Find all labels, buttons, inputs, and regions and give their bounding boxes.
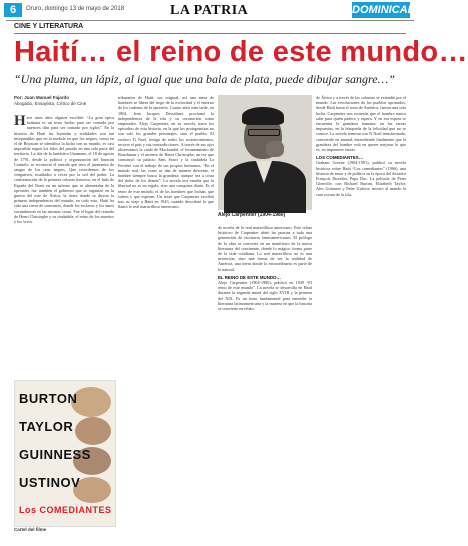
page-number: 6 [4,3,22,17]
poster-name-2: TAYLOR [19,419,74,434]
article-column-3b-text: Alejo Carpentier (1904-1980), publicó en 1949 “El reino de este mundo”. La novela se desarrolla en Haití durante la segunda mitad del siglo XVIII y la primera del XIX. Es un texto fundamental para entender la literatura latinoamericana y la manera en que la historia se convierte en relato. [218,280,312,312]
author-photo [218,95,312,210]
poster-name-4: USTINOV [19,475,81,490]
section-label: CINE Y LITERATURA [14,23,84,30]
article-column-1 [14,115,114,375]
article-column-3-text: de novela de lo real maravilloso americano. Este relato histórico de Carpentier abrió las puertas a toda una generación de escritores latinoamericanos. El prólogo de la obra se convirtió en un manifiesto de la nueva literatura del continente, donde lo mágico forma parte de la vida cotidiana. Lo real maravilloso no es una invención, sino una forma de ver la realidad de América, una tierra donde lo extraordinario es parte de lo natural. [218,225,312,272]
film-poster [14,380,116,527]
photo-hair [242,107,284,125]
subheading-reino: EL REINO DE ESTE MUNDO… [218,274,281,280]
article-title: Haití… el reino de este mundo… [14,36,468,68]
poster-figure-2 [75,417,111,445]
article-column-3 [218,225,312,535]
photo-hand [266,141,284,157]
article-column-4b-text: Graham Greene (1904-1991), publicó su novela histórica sobre Haití “Los comediantes” (1966), una historia de amor y de política en la época del dictador François Duvalier, Papa Doc. La película de Peter Glenville, con Richard Burton, Elizabeth Taylor, Alec Guinness y Peter Ustinov, mostró al mundo la cara oscura de la isla. [316,160,406,197]
byline-author: Por: Juan Manuel Fajardo [14,95,70,100]
page-header [0,0,420,22]
poster-film-title: Los COMEDIANTES [19,505,112,515]
photo-glasses [248,129,280,136]
byline-role: Abogado, Ensayista, Crítico de Cine [14,100,87,106]
article-column-4-text: de África y a través de las colonias se extendió por el mundo. Las revoluciones de los pueblos oprimidos, desde Haití hasta el resto de América, fueron una sola lucha. Carpentier nos recuerda que el hombre nunca sabe para quién padece y espera. Y en esa espera se encuentra la grandeza humana: en las tareas impuestas, en la búsqueda de la felicidad que no se conoce. La novela termina con Ti Noel transformado, convertido en animal, entendiendo finalmente que la grandeza del hombre está en querer mejorar lo que es, en imponerse tareas. [316,95,406,153]
article-column-1-text: ace unos años alguien escribió: “La gran epica haitiana es un texto hecho para ser contado por nuestros días para ser contado por siglos”. En la historia de Haití las leyendas y realidades son tan inseparables que en la medida en que los negros, como en el de Boyacan se identifica la lucha con su mundo, es casi imposible seguir los hilos del pasado en una sola parte del territorio. La isla de la fantástica Unamuno, el 18 de agosto de 1791, desde la política y organización del huracán Carmelo, se reconoció el sentido que tuvo el juramento de sangre de los cien negros. Que recordemos de los vengativos, mutilados a veces por la sed del poder. La conformación de la primera colonia francesa, en el lado de España del Norte en un inferno que se alimentaba de la opresión; fue también el gobierno que se organizó en la guerra del este de África, la tierra donde se dieron la primera independencia del mundo; en todo esto, Haití ha sido una tierra de contrastes, donde los esclavos y los amos sucumbieron en las mismas cosas. Fue el lugar del reinado de Henri Christophe y su ciudadela, el reino de los muertos y los vivos. [14,115,114,225]
subheading-comediantes: LOS COMEDIANTES… [316,155,364,161]
section-divider [14,33,406,34]
photo-caption: Alejo Carpentier (1904-1980) [218,212,286,218]
poster-name-3: GUINNESS [19,447,91,462]
issue-date: Oruro, domingo 13 de mayo de 2018 [26,6,125,12]
article-subtitle: “Una pluma, un lápiz, al igual que una bala de plata, puede dibujar sangre…” [14,72,395,86]
article-column-4 [316,95,406,535]
supplement-name: DOMINICAL [352,4,415,16]
header-divider [6,20,414,21]
byline [14,95,114,106]
newspaper-name: LA PATRIA [170,3,249,18]
article-column-2: tributarios de Haití; sus original, así una mesa de hombres se libera del riego de la esclavitud y el entorno de los cadenas de la opresión. Cuatro años más tarde, en 1804, Jean Jacques Dessalines proclamó la independencia de la isla y su coronación como emperador. Alejo Carpentier, en su novela, narra los episodios de esta historia, en la que los protagonistas no son solo los grandes personajes, sino el pueblo. El esclavo Ti Noel, testigo de todos los acontecimientos, recorre el país y sus contradicciones. A través de sus ojos observamos la caída de Mackandal, el levantamiento de Bouckman y el ascenso de Henri Christophe, un rey que construyó su palacio Sans Souci y la ciudadela La Ferrière con el trabajo de sus propios hermanos. “En el mundo real, las cosas se dan de manera diferente, el hombre siempre busca la grandeza, aunque sea a costa del dolor de los demás”. La novela nos enseña que la libertad no es un regalo, sino una conquista diaria. Es el reino de este mundo, el de los hombres que luchan, que sufren y que esperan. Un texto que Carpentier escribió tras su viaje a Haití en 1943, cuando descubrió lo que llamó lo real maravilloso americano. [118,95,214,210]
poster-name-1: BURTON [19,391,78,406]
drop-cap: H [14,113,26,129]
poster-caption: Cartel del filme [14,527,47,532]
